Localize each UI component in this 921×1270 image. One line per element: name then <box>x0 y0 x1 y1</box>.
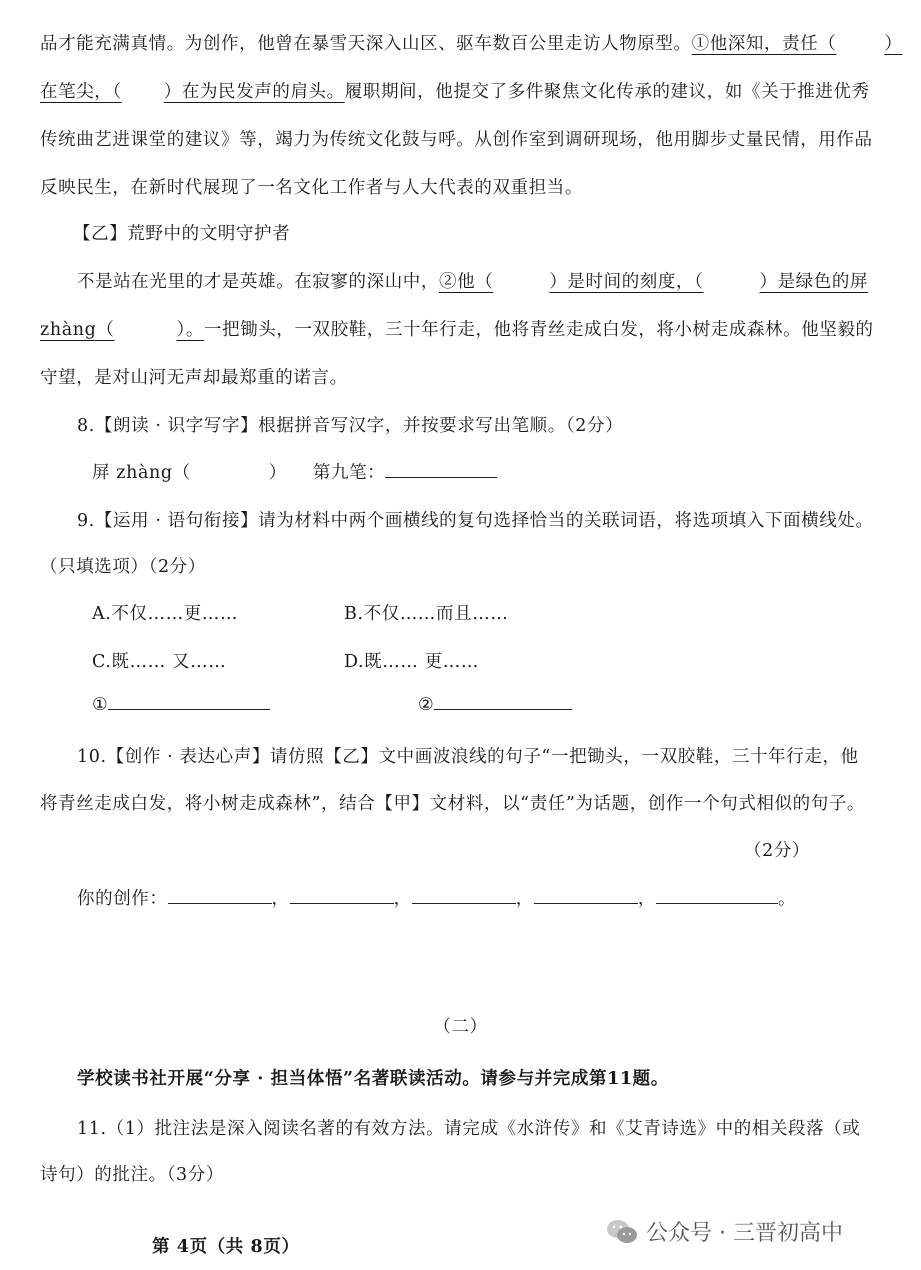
text: 。 <box>777 889 797 909</box>
wechat-icon <box>606 1218 638 1246</box>
passage-jia-line-3: 传统曲艺进课堂的建议》等，竭力为传统文化鼓与呼。从创作室到调研现场，他用脚步丈量民情，用作品 <box>40 130 873 150</box>
text: ， <box>393 889 412 909</box>
answer-blank[interactable] <box>168 902 272 904</box>
text: 你的创作： <box>77 889 168 909</box>
q8-stem: 8.【朗读 · 识字写字】根据拼音写汉字，并按要求写出笔顺。（2分） <box>77 416 624 436</box>
text: ， <box>271 889 290 909</box>
passage-jia-line-1 <box>40 30 903 55</box>
passage-yi-line-1 <box>77 268 868 293</box>
answer-blank[interactable] <box>412 902 516 904</box>
q10-stem-2: 将青丝走成白发，将小树走成森林”，结合【甲】文材料，以“责任”为话题，创作一个句式相似的句子。 <box>40 794 866 814</box>
text: ， <box>637 889 656 909</box>
text: ） <box>884 34 903 54</box>
text: 在笔尖，（ <box>40 82 122 102</box>
q10-stem-1: 10.【创作 · 表达心声】请仿照【乙】文中画波浪线的句子“一把锄头，一双胶鞋，三十年行走，他 <box>77 747 859 767</box>
text: ）在为民发声的肩头。 <box>163 82 345 102</box>
q9-option-a: A.不仅……更…… <box>92 604 239 624</box>
text: 不是站在光里的才是英雄。在寂寥的深山中， <box>77 272 439 292</box>
text: ）是时间的刻度，（ <box>549 272 704 292</box>
passage-jia-line-2 <box>40 78 870 103</box>
passage-jia-line-4: 反映民生，在新时代展现了一名文化工作者与人大代表的双重担当。 <box>40 178 583 198</box>
q9-stem-2: （只填选项）（2分） <box>40 557 206 577</box>
text: 屏 zhàng（ <box>92 463 191 483</box>
text: 品才能充满真情。为创作，他曾在暴雪天深入山区、驱车数百公里走访人物原型。 <box>40 34 692 54</box>
text: 履职期间，他提交了多件聚焦文化传承的建议，如《关于推进优秀 <box>344 82 870 102</box>
watermark-text: 公众号 · 三晋初高中 <box>646 1221 843 1246</box>
answer-blank[interactable] <box>534 902 638 904</box>
answer-blank[interactable] <box>290 902 394 904</box>
wavy-sentence: 一把锄头，一双胶鞋，三十年行走，他将青丝走成白发，将小树走成森林。他坚毅的 <box>203 320 874 340</box>
underlined-sentence-1 <box>692 34 903 54</box>
q8-answer-line <box>92 459 497 484</box>
text: ①他深知，责任（ <box>691 34 837 54</box>
answer-blank-1[interactable] <box>108 708 270 710</box>
q11-line-1: 11.（1）批注法是深入阅读名著的有效方法。请完成《水浒传》和《艾青诗选》中的相关段落（或 <box>77 1119 861 1139</box>
text: ②他（ <box>439 272 494 292</box>
text: 第九笔： <box>312 463 386 483</box>
answer-blank-stroke[interactable] <box>385 476 497 478</box>
answer-blank-2[interactable] <box>434 708 572 710</box>
q9-option-d: D.既…… 更…… <box>344 652 479 672</box>
q9-option-b: B.不仅……而且…… <box>344 604 509 624</box>
underlined-sentence-1-cont <box>40 82 345 102</box>
text: ② <box>418 695 435 715</box>
underlined-sentence-2 <box>439 272 868 292</box>
text: ）是绿色的屏 <box>759 272 869 292</box>
text: ） <box>268 463 287 483</box>
q10-answer-line <box>77 885 796 910</box>
page-number: 第 4页（共 8页） <box>152 1237 300 1257</box>
text: ， <box>515 889 534 909</box>
q10-score: （2分） <box>744 841 811 861</box>
text: zhàng（ <box>40 320 115 340</box>
section-intro: 学校读书社开展“分享 · 担当体悟”名著联读活动。请参与并完成第11题。 <box>77 1069 669 1089</box>
q11-line-2: 诗句）的批注。（3分） <box>40 1165 224 1185</box>
passage-yi-line-2 <box>40 316 874 341</box>
q9-answer-2 <box>418 695 572 715</box>
watermark <box>606 1216 843 1247</box>
q9-option-c: C.既…… 又…… <box>92 652 227 672</box>
underlined-sentence-2-cont <box>40 320 204 340</box>
q9-stem-1: 9.【运用 · 语句衔接】请为材料中两个画横线的复句选择恰当的关联词语，将选项填入下面横线处。 <box>77 511 874 531</box>
q9-answer-1 <box>92 695 270 715</box>
text: ）。 <box>176 320 204 340</box>
passage-yi-heading: 【乙】荒野中的文明守护者 <box>73 224 291 244</box>
passage-yi-line-3: 守望，是对山河无声却最郑重的诺言。 <box>40 368 348 388</box>
answer-blank[interactable] <box>656 902 778 904</box>
text: ① <box>92 695 109 715</box>
section-title: （二） <box>433 1017 488 1037</box>
